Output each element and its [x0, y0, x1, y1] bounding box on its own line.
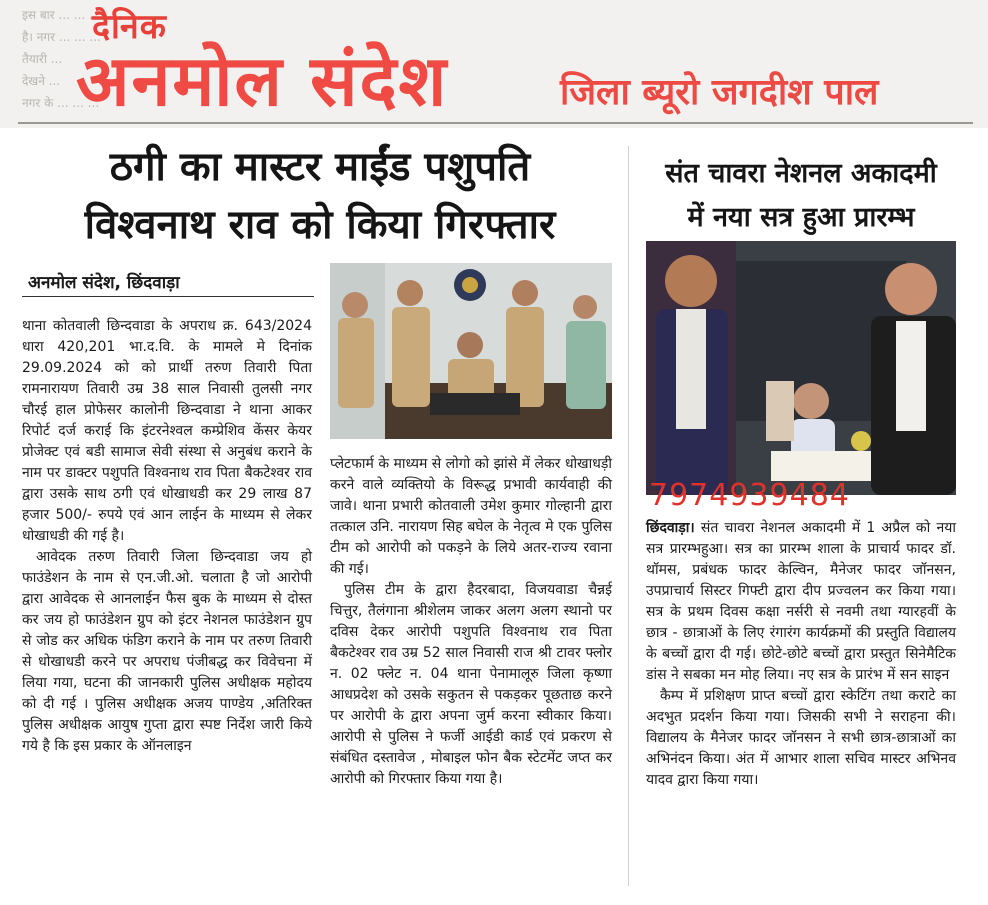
- paragraph: प्लेटफार्म के माध्यम से लोगो को झांसे में लेकर धोखाधड़ी करने वाले व्यक्तियो के विरूद्ध प्रभावी कार्यवाही की जावे। थाना प्रभारी कोतवाली उमेश कुमार गोल्हानी द्वारा तत्काल उनि. नारायण सिह बघेल के नेतृत्व मे एक पुलिस टीम को आरोपी को पकड़ने के लिये अतर-राज्य रवाना की गई।: [330, 456, 612, 577]
- dateline-place: छिंदवाड़ा।: [646, 520, 695, 536]
- police-photo-illustration: [330, 263, 612, 439]
- masthead-dainik: दैनिक: [92, 7, 167, 47]
- paragraph: पुलिस टीम के द्वारा हैदरबादा, विजयवाडा चैन्नई चित्तुर, तैलंगाना श्रीशेलम जाकर अलग अलग स्थानो पर दविस देकर आरोपी पशुपति विश्वनाथ राव पिता बैकटेश्वर राव उम्र 52 साल निवासी राज श्री टावर फ्लोर न. 02 फ्लेट न. 04 थाना पेनामालूरु जिला कृष्णा आधप्रदेश को उसके सकुतन से पकड़कर पूछताछ करने पर आरोपी के द्वारा अपना जुर्म करना स्वीकार किया। आरोपी से पुलिस ने फर्जी आईडी कार्ड एवं प्रकरण से संबंधित दस्तावेज , मोबाइल फोन बैक स्टेटमेंट जप्त कर आरोपी को गिरफ्तार किया गया है।: [330, 582, 612, 787]
- story1-column-2: [330, 454, 612, 790]
- police-photo: [330, 263, 612, 439]
- school-event-photo: [646, 241, 956, 495]
- column-divider: [628, 146, 629, 886]
- paragraph: आवेदक तरुण तिवारी जिला छिन्दवाडा जय हो फाउंडेशन के नाम से एन.जी.ओ. चलाता है जो आरोपी द्वारा आवेदक से आनलाईन फैस बुक के माध्यम से दोस्त कर जय हो फाउंडेशन ग्रुप को इंटर नेशनल फाउंडेशन ग्रुप से जोड कर अधिक फंडिग कराने के नाम पर तरुण तिवारी से धोखाधडी करने पर अपराध पंजीबद्ध कर विवेचना में लिया गया, घटना की जानकारी पुलिस अधीक्षक महोदय को दी गई । पुलिस अधीक्षक अजय पाण्डेय ,अतिरिक्त पुलिस अधीक्षक आयुष गुप्ता द्वारा स्पष्ट निर्देश जारी किये गये है कि इस प्रकार के ऑनलाइन: [22, 549, 312, 754]
- ghost-line: नगर के ... ... ...: [22, 96, 100, 110]
- story2-column: [646, 518, 956, 791]
- paragraph: कैम्प में प्रशिक्षण प्राप्त बच्चों द्वारा स्केटिंग तथा कराटे का अदभुत प्रदर्शन किया गया। जिसकी सभी ने सराहना की। विद्यालय के मैनेजर फादर जॉनसन ने सभी छात्र-छात्राओं का अभिनंदन किया। अंत में आभार शाला सचिव मास्टर अभिनव यादव द्वारा किया गया।: [646, 688, 956, 788]
- masthead: [0, 0, 988, 128]
- headline-line-1: ठगी का मास्टर माईंड पशुपति: [109, 144, 531, 190]
- headline-line-2: विश्वनाथ राव को किया गिरफ्तार: [84, 202, 556, 248]
- ghost-line: इस बार ... ... ...: [22, 8, 101, 22]
- school-event-illustration: [646, 241, 956, 495]
- newspaper-name: अनमोल संदेश: [76, 40, 449, 122]
- ghost-line: देखने ...: [22, 74, 61, 88]
- ghost-line: है। नगर ... ... ...: [22, 30, 101, 44]
- story2-headline-line-2: में नया सत्र हुआ प्रारम्भ: [687, 202, 915, 233]
- ghost-line: तैयारी ...: [22, 52, 63, 66]
- paragraph: [646, 518, 956, 686]
- story1-column-1: [22, 316, 312, 757]
- paragraph: थाना कोतवाली छिन्दवाडा के अपराध क्र. 643/2024 धारा 420,201 भा.द.वि. के मामले मे दिनांक 29.09.2024 को को प्रार्थी तरुण तिवारी पिता रामनारायण तिवारी उम्र 38 साल निवासी तुलसी नगर चौरई हाल प्रोफेसर कालोनी छिन्दवाडा ने थाना आकर रिपोर्ट दर्ज कराई कि इंटरनेश्वल कम्प्रेशिव केंसर केयर प्रोजेक्ट एवं बडी सामाज सेवी संस्था से अनुबंध कराने के नाम पर डाक्टर पशुपति विश्वनाथ राव पिता बैकटेश्वर राव द्वारा उसके साथ ठगी एवं धोखाधडी कर 29 लाख 87 हजार 500/- रुपये एवं आन लाईन के माध्यम से लेकर धोखाधडी की गई है।: [22, 318, 312, 544]
- bureau-credit: जिला ब्यूरो जगदीश पाल: [560, 72, 879, 113]
- masthead-rule: [18, 122, 973, 124]
- lead-text: संत चावरा नेशनल अकादमी में 1 अप्रैल को नया सत्र प्रारम्भहुआ। सत्र का प्रारम्भ शाला के प्राचार्य फादर डॉ. थॉमस, प्रबंधक फादर केल्विन, मैनेजर फादर जॉनसन, उपप्राचार्य सिस्टर गिफ्टी द्वारा दीप प्रज्वलन कर किया गया। सत्र के प्रथम दिवस कक्षा नर्सरी से नवमी तथा ग्यारहवीं के छात्र - छात्राओं के लिए रंगारंग कार्यक्रमों की प्रस्तुति विद्यालय के बच्चों द्वारा दी गई। छोटे-छोटे बच्चों द्वारा प्रस्तुत सिनेमैटिक डांस ने सबका मन मोह लिया। नए सत्र के प्रारंभ में सन साइन: [646, 520, 956, 683]
- story2-headline-line-1: संत चावरा नेशनल अकादमी: [665, 158, 937, 189]
- byline: अनमोल संदेश, छिंदवाड़ा: [22, 266, 314, 297]
- phone-number-overlay: 7974939484: [649, 478, 850, 513]
